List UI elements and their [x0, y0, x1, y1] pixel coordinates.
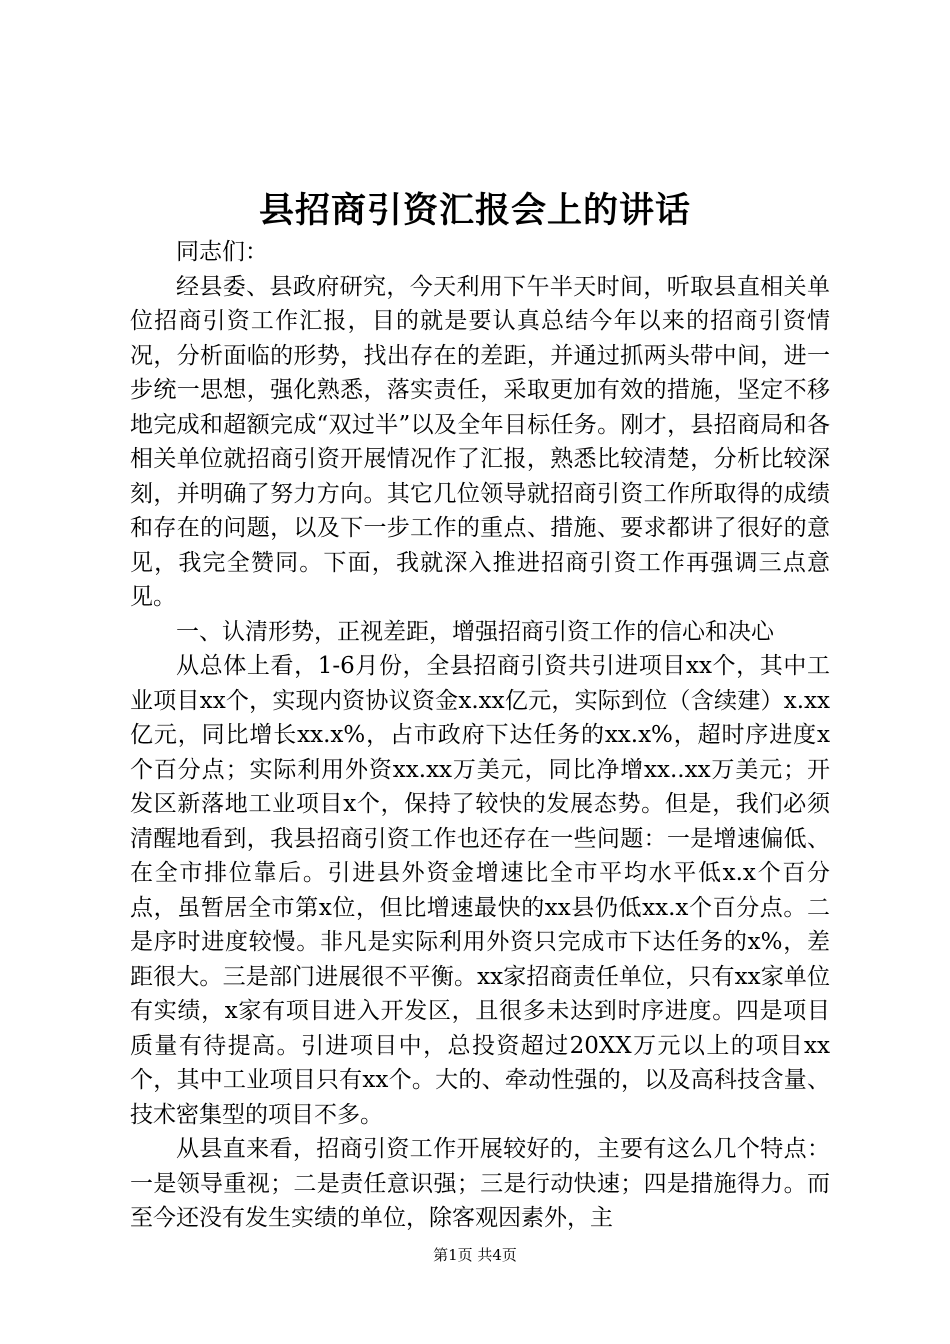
intro-paragraph: 经县委、县政府研究，今天利用下午半天时间，听取县直相关单位招商引资工作汇报，目的就是要认真总结今年以来的招商引资情况，分析面临的形势，找出存在的差距，并通过抓两头带中间，进一步统一思想，强化熟悉，落实责任，采取更加有效的措施，坚定不移地完成和超额完成“双过半”以及全年目标任务。刚才，县招商局和各相关单位就招商引资开展情况作了汇报，熟悉比较清楚，分析比较深刻，并明确了努力方向。其它几位领导就招商引资工作所取得的成绩和存在的问题，以及下一步工作的重点、措施、要求都讲了很好的意见，我完全赞同。下面，我就深入推进招商引资工作再强调三点意见。: [130, 273, 830, 610]
section-heading-1: 一、认清形势，正视差距，增强招商引资工作的信心和决心: [176, 618, 774, 645]
page-footer: 第1页 共4页: [433, 1246, 517, 1264]
document-body: [130, 235, 830, 1236]
county-departments-paragraph: 从县直来看，招商引资工作开展较好的，主要有这么几个特点：一是领导重视；二是责任意识强；三是行动快速；四是措施得力。而至今还没有发生实绩的单位，除客观因素外，主: [130, 1136, 830, 1231]
document-title: 县招商引资汇报会上的讲话: [258, 190, 691, 231]
salutation-paragraph: 同志们：: [176, 239, 268, 265]
overview-paragraph: 从总体上看，1-6月份，全县招商引资共引进项目xx个，其中工业项目xx个，实现内资协议资金x.xx亿元，实际到位（含续建）x.xx亿元，同比增长xx.x%，占市政府下达任务的xx.x%，超时序进度x个百分点；实际利用外资xx.xx万美元，同比净增xx..xx万美元；开发区新落地工业项目x个，保持了较快的发展态势。但是，我们必须清醒地看到，我县招商引资工作也还存在一些问题：一是增速偏低、在全市排位靠后。引进县外资金增速比全市平均水平低x.x个百分点，虽暂居全市第x位，但比增速最快的xx县仍低xx.x个百分点。二是序时进度较慢。非凡是实际利用外资只完成市下达任务的x%，差距很大。三是部门进展很不平衡。xx家招商责任单位，只有xx家单位有实绩，x家有项目进入开发区，且很多未达到时序进度。四是项目质量有待提高。引进项目中，总投资超过20XX万元以上的项目xx个，其中工业项目只有xx个。大的、牵动性强的，以及高科技含量、技术密集型的项目不多。: [130, 653, 830, 1128]
